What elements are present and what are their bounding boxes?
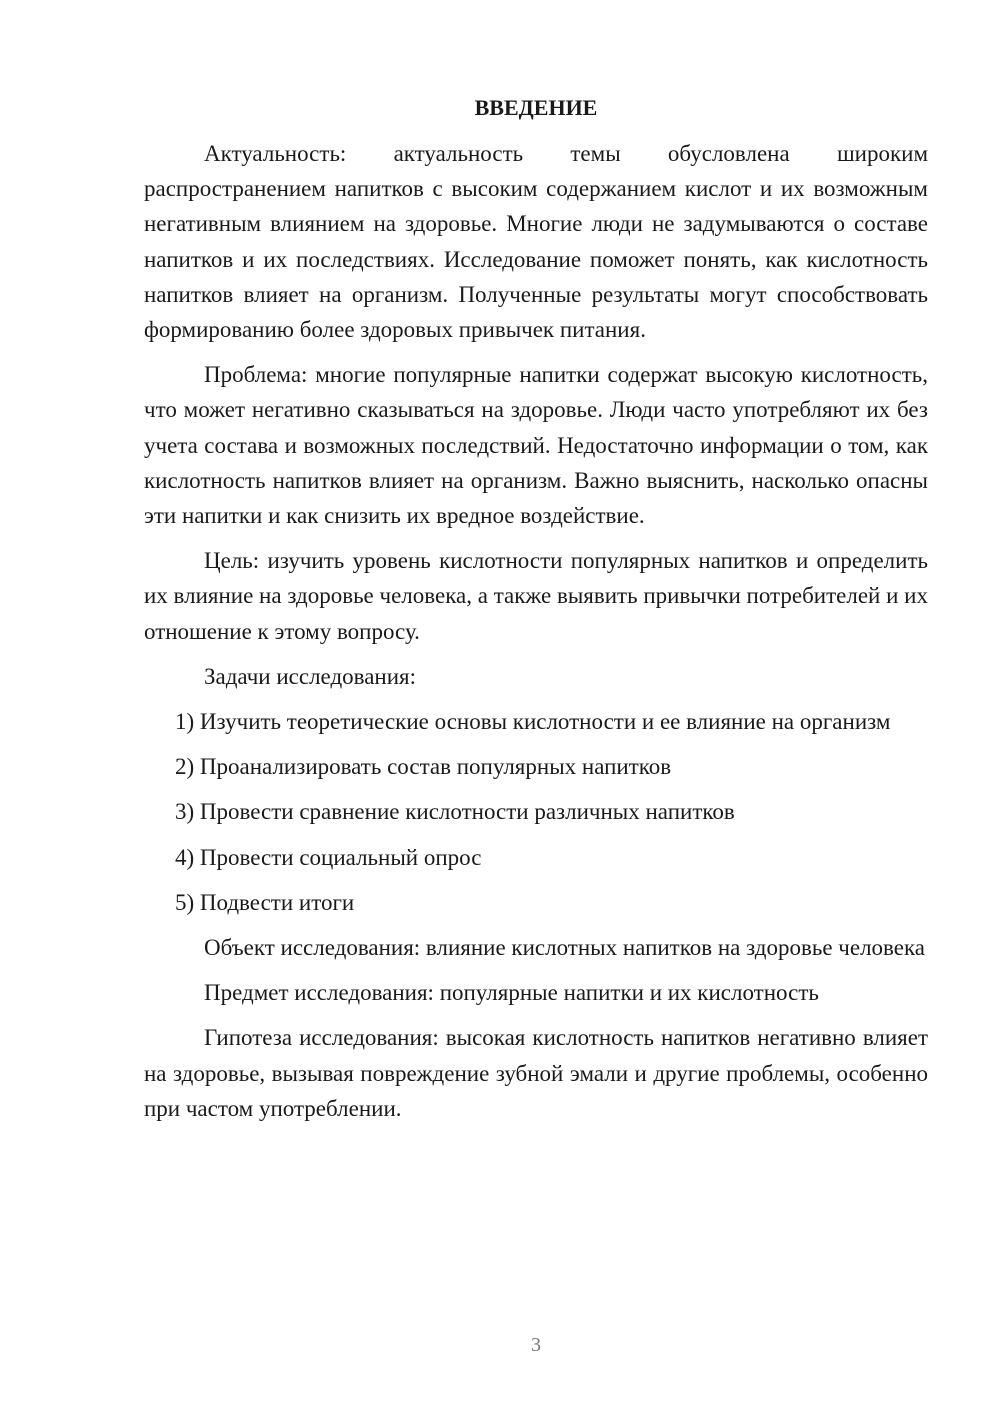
paragraph-subject: Предмет исследования: популярные напитки и их кислотность (204, 980, 819, 1006)
task-item-1: 1) Изучить теоретические основы кислотности и ее влияние на организм (175, 709, 891, 735)
page-body (144, 92, 928, 1136)
paragraph-hypothesis: Гипотеза исследования: высокая кислотность напитков негативно влияет на здоровье, вызывая повреждение зубной эмали и другие проблемы, особенно при частом употреблении. (144, 1025, 928, 1121)
task-item-3: 3) Провести сравнение кислотности различных напитков (175, 799, 735, 825)
task-item-4: 4) Провести социальный опрос (175, 844, 482, 870)
section-heading: ВВЕДЕНИЕ (474, 95, 598, 120)
paragraph-object: Объект исследования: влияние кислотных напитков на здоровье человека (204, 935, 926, 961)
paragraph-goal: Цель: изучить уровень кислотности популярных напитков и определить их влияние на здоровье человека, а также выявить привычки потребителей и их отношение к этому вопросу. (144, 548, 928, 644)
paragraph-relevance: Актуальность: актуальность темы обусловлена широким распространением напитков с высоким содержанием кислот и их возможным негативным влиянием на здоровье. Многие люди не задумываются о составе напитков и их последствиях. Исследование поможет понять, как кислотность напитков влияет на организм. Полученные результаты могут способствовать формированию более здоровых привычек питания. (144, 141, 928, 343)
paragraph-problem: Проблема: многие популярные напитки содержат высокую кислотность, что может негативно сказываться на здоровье. Люди часто употребляют их без учета состава и возможных последствий. Недостаточно информации о том, как кислотность напитков влияет на организм. Важно выяснить, насколько опасны эти напитки и как снизить их вредное воздействие. (144, 362, 928, 529)
task-item-5: 5) Подвести итоги (175, 889, 355, 915)
task-item-2: 2) Проанализировать состав популярных напитков (175, 754, 672, 780)
tasks-title: Задачи исследования: (204, 663, 417, 689)
page-number: 3 (531, 1334, 541, 1356)
